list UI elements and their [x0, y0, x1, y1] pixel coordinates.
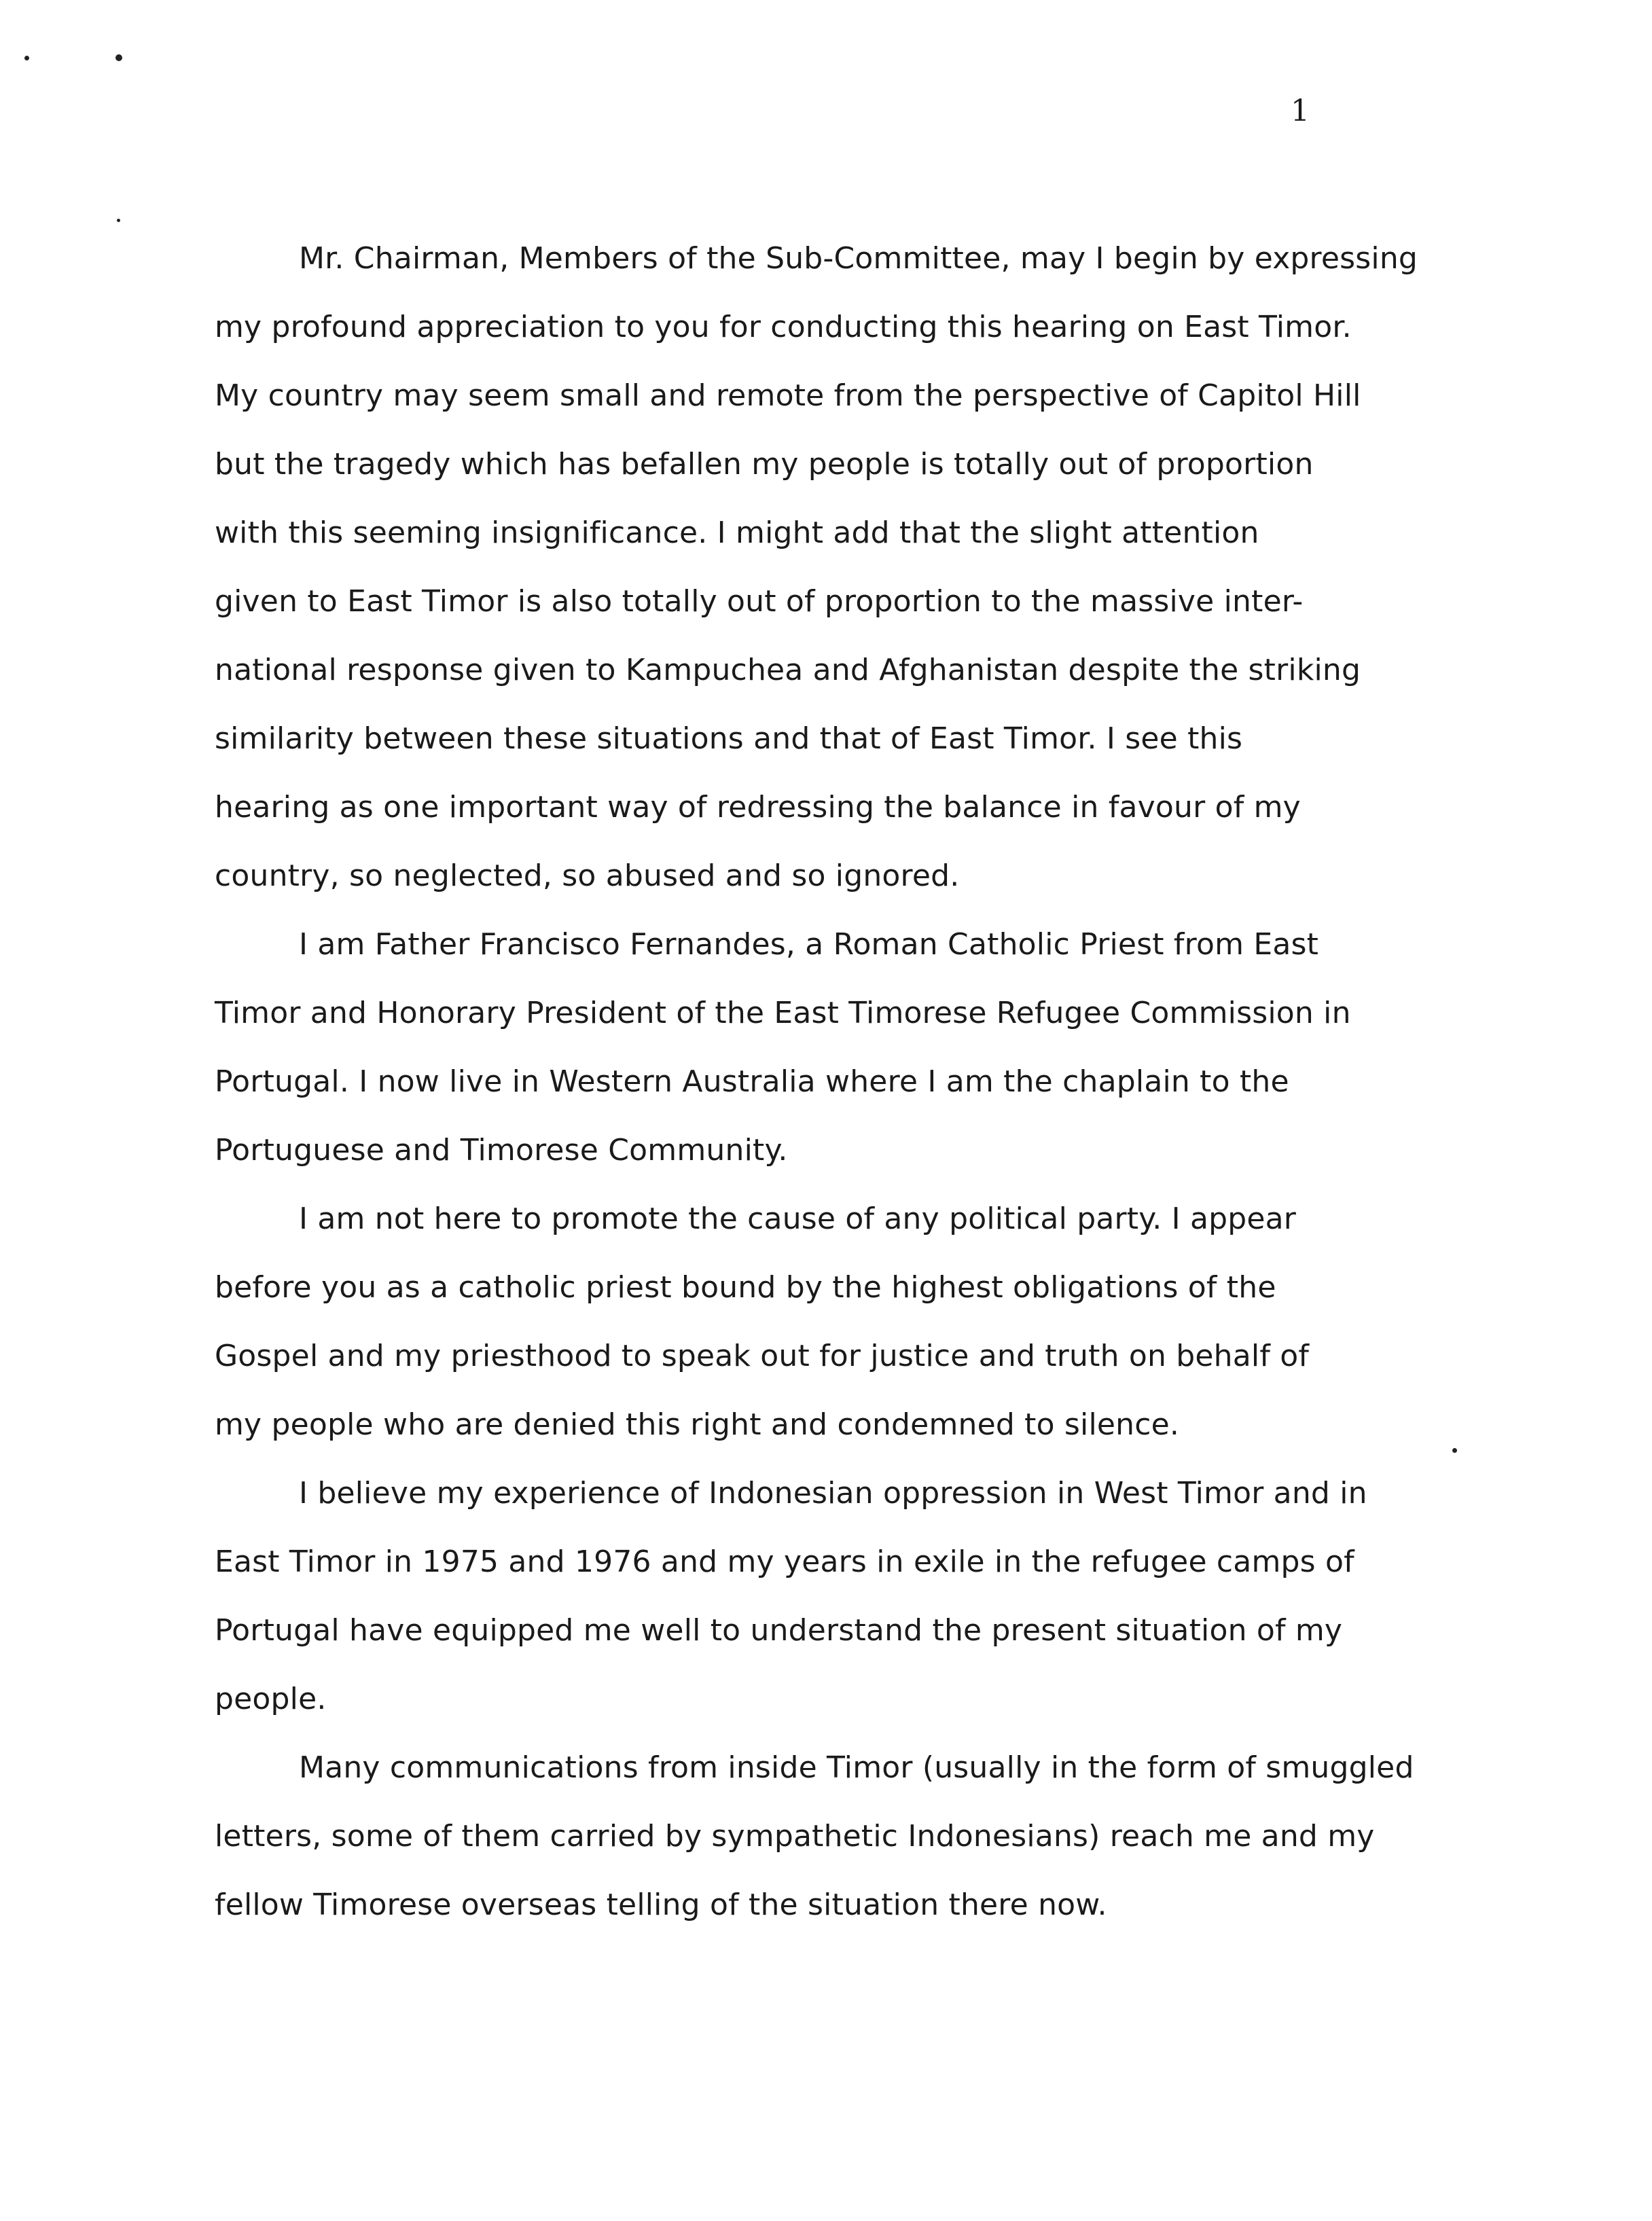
text-line: national response given to Kampuchea and Afghanistan despite the striking: [215, 653, 1361, 687]
text-line: fellow Timorese overseas telling of the situation there now.: [215, 1888, 1107, 1922]
paragraph-communications: [215, 1733, 1532, 1939]
text-line: Timor and Honorary President of the East Timorese Refugee Commission in: [215, 996, 1351, 1030]
margin-speck: [117, 219, 120, 222]
text-line: before you as a catholic priest bound by the highest obligations of the: [215, 1270, 1276, 1305]
text-line: my people who are denied this right and condemned to silence.: [215, 1407, 1180, 1442]
text-line: I am Father Francisco Fernandes, a Roman Catholic Priest from East: [299, 927, 1319, 962]
text-line: people.: [215, 1682, 327, 1716]
text-line: Portuguese and Timorese Community.: [215, 1133, 788, 1168]
text-line: similarity between these situations and that of East Timor. I see this: [215, 721, 1243, 756]
text-line: Mr. Chairman, Members of the Sub-Committee, may I begin by expressing: [299, 241, 1418, 276]
text-line: given to East Timor is also totally out of proportion to the massive inter-: [215, 584, 1304, 619]
text-line: Many communications from inside Timor (usually in the form of smuggled: [299, 1750, 1414, 1785]
text-line: hearing as one important way of redressing the balance in favour of my: [215, 790, 1301, 825]
page-number: 1: [1291, 94, 1310, 128]
margin-speck: [24, 56, 29, 60]
text-line: but the tragedy which has befallen my people is totally out of proportion: [215, 447, 1314, 482]
document-body: [215, 224, 1532, 1939]
paragraph-purpose: [215, 1185, 1532, 1459]
text-line: East Timor in 1975 and 1976 and my years in exile in the refugee camps of: [215, 1545, 1354, 1579]
text-line: country, so neglected, so abused and so ignored.: [215, 859, 960, 893]
text-line: with this seeming insignificance. I might add that the slight attention: [215, 516, 1259, 550]
paragraph-opening: [215, 224, 1532, 910]
text-line: I believe my experience of Indonesian oppression in West Timor and in: [299, 1476, 1367, 1511]
text-line: letters, some of them carried by sympathetic Indonesians) reach me and my: [215, 1819, 1375, 1854]
text-line: my profound appreciation to you for conducting this hearing on East Timor.: [215, 310, 1352, 344]
paragraph-experience: [215, 1459, 1532, 1733]
text-line: I am not here to promote the cause of any political party. I appear: [299, 1202, 1297, 1236]
text-line: My country may seem small and remote from the perspective of Capitol Hill: [215, 378, 1361, 413]
text-line: Gospel and my priesthood to speak out for justice and truth on behalf of: [215, 1339, 1310, 1373]
paragraph-introduction: [215, 910, 1532, 1185]
text-line: Portugal. I now live in Western Australia where I am the chaplain to the: [215, 1064, 1289, 1099]
margin-speck: [115, 54, 122, 61]
text-line: Portugal have equipped me well to understand the present situation of my: [215, 1613, 1343, 1648]
